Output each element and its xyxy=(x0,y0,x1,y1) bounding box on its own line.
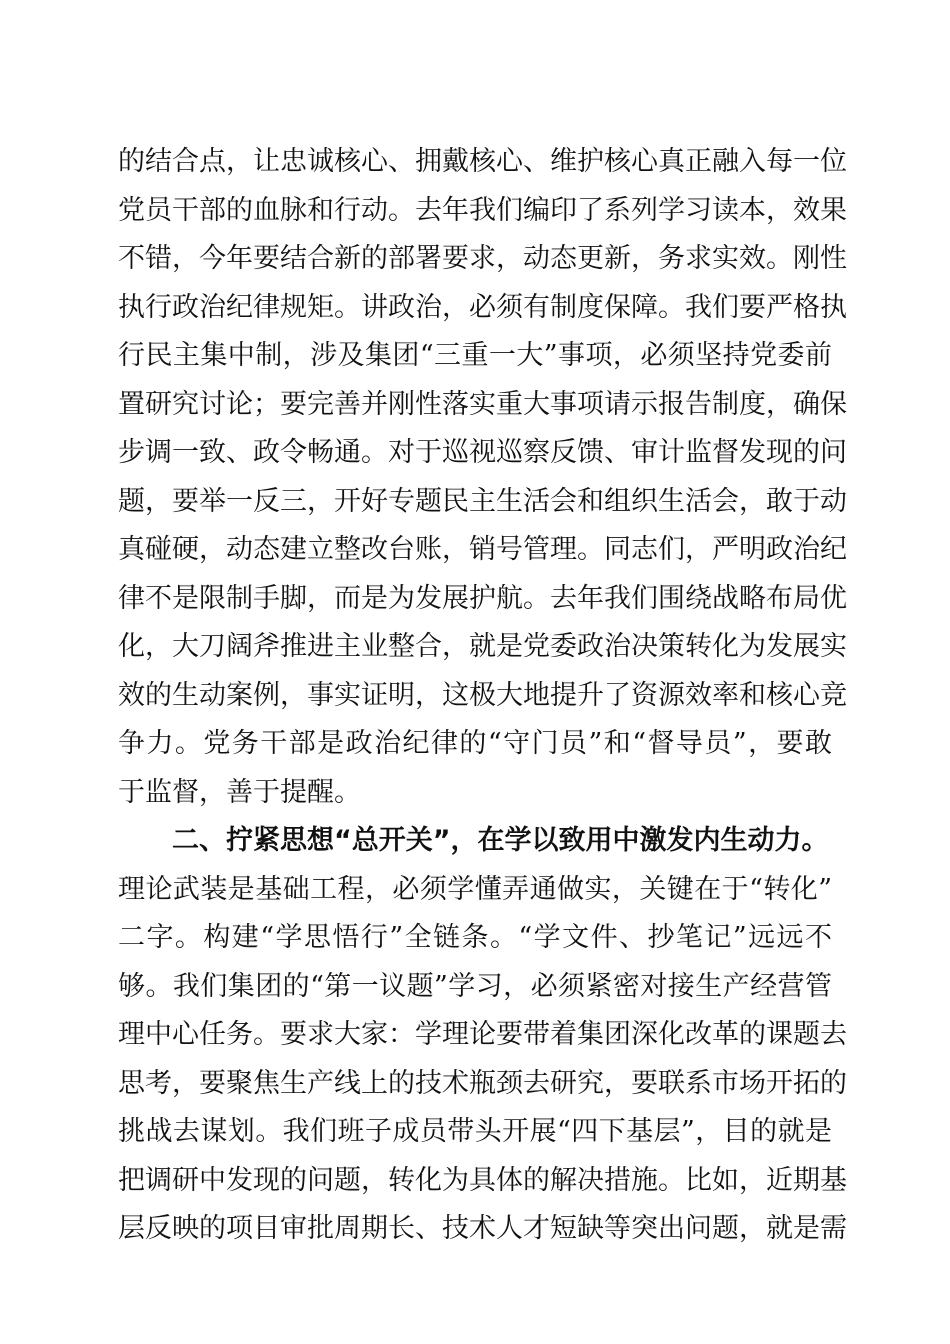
text-line: 的结合点，让忠诚核心、拥戴核心、维护核心真正融入每一位 xyxy=(118,146,847,177)
text-line: 步调一致、政令畅通。对于巡视巡察反馈、审计监督发现的问 xyxy=(118,437,847,468)
section-heading: 二、拧紧思想“总开关”，在学以致用中激发内生动力。 xyxy=(172,825,829,856)
text-line: 执行政治纪律规矩。讲政治，必须有制度保障。我们要严格执 xyxy=(118,291,847,323)
text-line: 真碰硬，动态建立整改台账，销号管理。同志们，严明政治纪 xyxy=(118,534,847,565)
text-line: 行民主集中制，涉及集团“三重一大”事项，必须坚持党委前 xyxy=(118,340,832,371)
text-line: 二字。构建“学思悟行”全链条。“学文件、抄笔记”远远不 xyxy=(118,922,832,953)
text-line: 党员干部的血脉和行动。去年我们编印了系列学习读本，效果 xyxy=(118,194,847,226)
text-line: 题，要举一反三，开好专题民主生活会和组织生活会，敢于动 xyxy=(118,485,847,517)
text-line: 不错，今年要结合新的部署要求，动态更新，务求实效。刚性 xyxy=(118,243,847,274)
text-line: 够。我们集团的“第一议题”学习，必须紧密对接生产经营管 xyxy=(118,970,832,1002)
text-line: 思考，要聚焦生产线上的技术瓶颈去研究，要联系市场开拓的 xyxy=(118,1067,847,1099)
text-line: 理论武装是基础工程，必须学懂弄通做实，关键在于“转化” xyxy=(118,873,832,905)
text-line: 挑战去谋划。我们班子成员带头开展“四下基层”，目的就是 xyxy=(118,1116,832,1147)
text-line: 律不是限制手脚，而是为发展护航。去年我们围绕战略布局优 xyxy=(118,582,847,614)
text-line: 置研究讨论；要完善并刚性落实重大事项请示报告制度，确保 xyxy=(118,388,847,420)
text-line: 理中心任务。要求大家：学理论要带着集团深化改革的课题去 xyxy=(118,1019,847,1050)
text-line: 把调研中发现的问题，转化为具体的解决措施。比如，近期基 xyxy=(118,1164,847,1196)
text-line: 化，大刀阔斧推进主业整合，就是党委政治决策转化为发展实 xyxy=(118,631,847,662)
text-line: 效的生动案例，事实证明，这极大地提升了资源效率和核心竞 xyxy=(118,679,847,711)
text-line: 争力。党务干部是政治纪律的“守门员”和“督导员”，要敢 xyxy=(118,728,832,759)
text-line: 层反映的项目审批周期长、技术人才短缺等突出问题，就是需 xyxy=(118,1213,847,1244)
document-body xyxy=(118,138,847,1254)
text-line: 于监督，善于提醒。 xyxy=(118,776,361,808)
